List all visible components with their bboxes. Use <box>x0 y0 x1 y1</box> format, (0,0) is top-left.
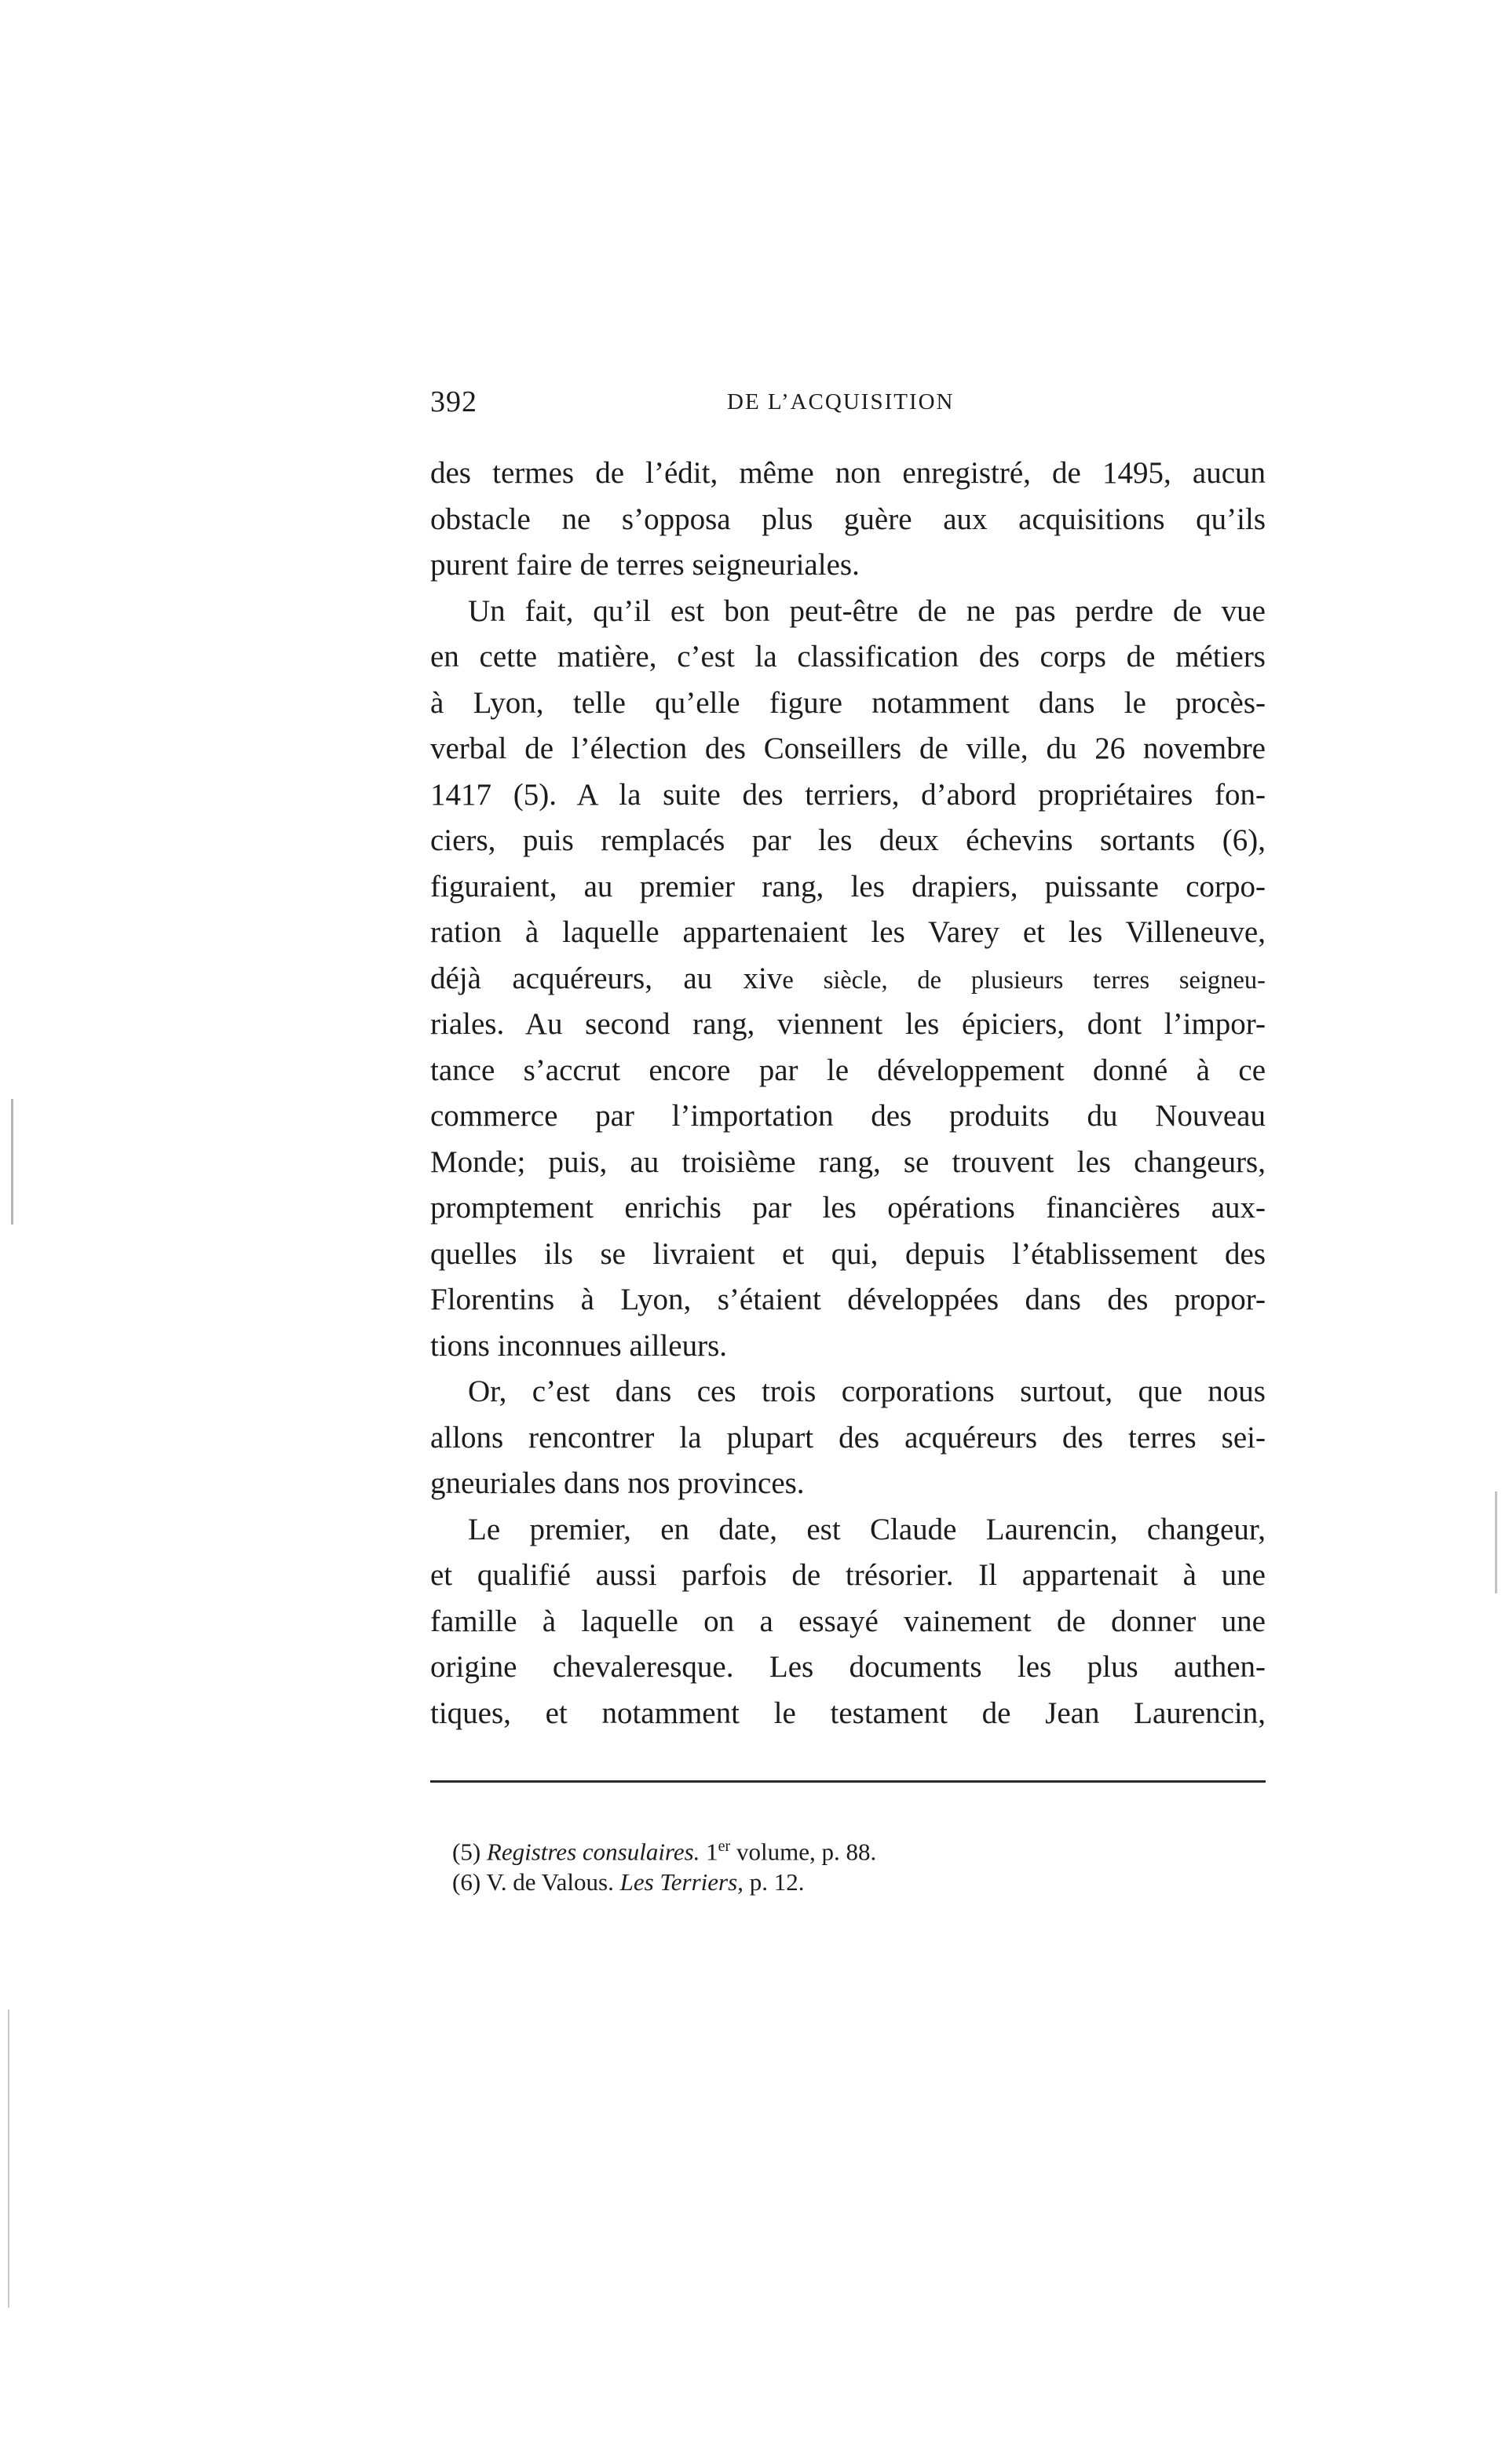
text-line: en cette matière, c’est la classification des corps de métiers <box>430 640 1266 673</box>
footnote-6 <box>452 1864 1269 1900</box>
text-line: ration à laquelle appartenaient les Varey et les Villeneuve, <box>430 915 1266 949</box>
text-line: tance s’accrut encore par le développement donné à ce <box>430 1053 1266 1087</box>
footnote-separator <box>430 1780 1266 1783</box>
footnote-ordinal-sup: er <box>718 1838 731 1855</box>
text-line: à Lyon, telle qu’elle figure notamment dans le procès- <box>430 685 1266 720</box>
text-line: obstacle ne s’opposa plus guère aux acquisitions qu’ils <box>430 502 1266 536</box>
text-line: et qualifié aussi parfois de trésorier. Il appartenait à une <box>430 1558 1266 1592</box>
text-line: origine chevaleresque. Les documents les plus authen- <box>430 1650 1266 1684</box>
text-line: allons rencontrer la plupart des acquéreurs des terres sei- <box>430 1420 1266 1455</box>
footnote-title: Registres consulaires. <box>486 1838 700 1866</box>
text-line <box>430 956 1266 1002</box>
scan-mark <box>1495 1491 1497 1593</box>
text-line: Or, c’est dans ces trois corporations surtout, que nous <box>468 1374 1266 1408</box>
text-line: quelles ils se livraient et qui, depuis l’établissement des <box>430 1236 1266 1271</box>
footnotes <box>452 1829 1269 1900</box>
text-line: 1417 (5). A la suite des terriers, d’abord propriétaires fon- <box>430 777 1266 812</box>
text-segment: déjà acquéreurs, au xiv <box>430 961 783 995</box>
footnote-marker: (5) <box>452 1838 481 1866</box>
text-line: riales. Au second rang, viennent les épiciers, dont l’impor- <box>430 1007 1266 1041</box>
scan-mark <box>11 1099 13 1225</box>
text-line: gneuriales dans nos provinces. <box>430 1466 805 1500</box>
text-line: ciers, puis remplacés par les deux échevins sortants (6), <box>430 823 1266 857</box>
text-line: tiques, et notamment le testament de Jean Laurencin, <box>430 1696 1266 1730</box>
superscript: e siècle, de plusieurs terres seigneu- <box>782 966 1266 995</box>
footnote-text: volume, p. 88. <box>730 1838 877 1866</box>
footnote-5 <box>452 1829 1269 1864</box>
footnote-title: Les Terriers, <box>619 1868 744 1896</box>
text-line: Le premier, en date, est Claude Laurencin, changeur, <box>468 1512 1266 1546</box>
text-line: verbal de l’élection des Conseillers de ville, du 26 novembre <box>430 732 1266 765</box>
text-line: Florentins à Lyon, s’étaient développées dans des propor- <box>430 1283 1266 1316</box>
text-line: commerce par l’importation des produits du Nouveau <box>430 1099 1266 1133</box>
text-line: promptement enrichis par les opérations financières aux- <box>430 1191 1266 1225</box>
text-line: figuraient, au premier rang, les drapiers, puissante corpo- <box>430 869 1266 903</box>
running-title: DE L’ACQUISITION <box>727 389 955 414</box>
text-line: Un fait, qu’il est bon peut-être de ne pas perdre de vue <box>468 593 1266 628</box>
scan-mark <box>8 2010 9 2308</box>
footnote-ordinal: 1 <box>706 1838 718 1866</box>
body-text <box>430 451 1266 1736</box>
text-line: purent faire de terres seigneuriales. <box>430 548 860 582</box>
footnote-text: p. 12. <box>743 1868 805 1896</box>
footnote-marker: (6) <box>452 1868 481 1896</box>
text-line: tions inconnues ailleurs. <box>430 1328 728 1363</box>
text-line: famille à laquelle on a essayé vainement de donner une <box>430 1604 1266 1638</box>
footnote-text: V. de Valous. <box>480 1868 620 1896</box>
running-head <box>430 385 1266 424</box>
text-line: Monde; puis, au troisième rang, se trouvent les changeurs, <box>430 1144 1266 1179</box>
page-number: 392 <box>430 385 477 418</box>
text-line: des termes de l’édit, même non enregistré, de 1495, aucun <box>430 456 1266 490</box>
